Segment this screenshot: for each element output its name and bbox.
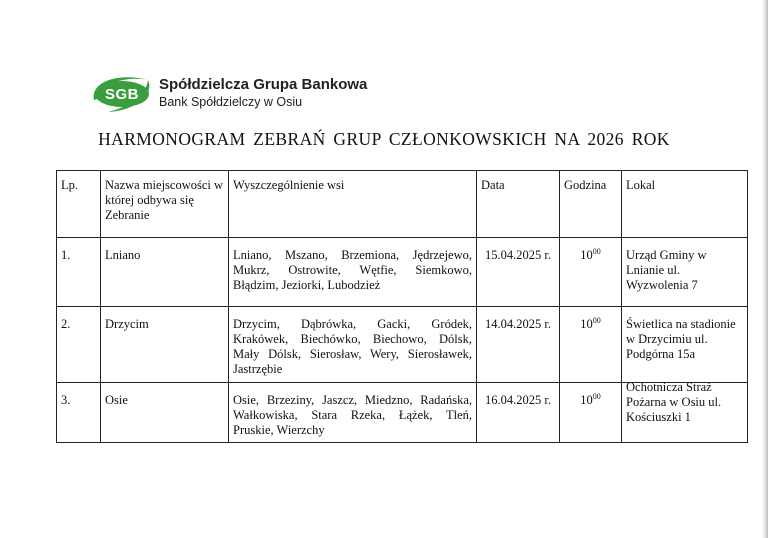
row-lp: 2. (57, 307, 101, 383)
time-minutes: 00 (592, 392, 601, 401)
row-place: Drzycim (101, 307, 229, 383)
row-time (560, 238, 622, 307)
time-minutes: 00 (592, 247, 601, 256)
table-header-row (57, 171, 748, 238)
table-row (57, 238, 748, 307)
time-hour: 10 (580, 393, 593, 407)
header-date: Data (477, 171, 560, 238)
venue-text: Ochotnicza Straż Pożarna w Osiu ul. Kościuszki 1 (626, 380, 722, 424)
row-villages: Osie, Brzeziny, Jaszcz, Miedzno, Radańska, Wałkowiska, Stara Rzeka, Łążek, Tleń, Pruskie, Wierzchy (229, 383, 477, 443)
time-hour: 10 (580, 317, 593, 331)
bank-logo (88, 70, 388, 116)
table-row (57, 383, 748, 443)
page-title: HARMONOGRAM ZEBRAŃ GRUP CZŁONKOWSKICH NA 2026 ROK (98, 129, 670, 149)
row-villages: Lniano, Mszano, Brzemiona, Jędrzejewo, Mukrz, Ostrowite, Wętfie, Siemkowo, Błądzim, Jeziorki, Lubodzież (229, 238, 477, 307)
time-hour: 10 (580, 248, 593, 262)
row-lp: 3. (57, 383, 101, 443)
row-date: 16.04.2025 r. (477, 383, 560, 443)
header-time: Godzina (560, 171, 622, 238)
row-time (560, 383, 622, 443)
row-place: Lniano (101, 238, 229, 307)
header-lp: Lp. (57, 171, 101, 238)
row-date: 14.04.2025 r. (477, 307, 560, 383)
time-minutes: 00 (592, 316, 601, 325)
logo-bank-name: Bank Spółdzielczy w Osiu (159, 95, 303, 109)
logo-mark-text: SGB (104, 86, 139, 103)
venue-text: Świetlica na stadionie w Drzycimiu ul. Podgórna 15a (626, 317, 736, 361)
header-venue: Lokal (622, 171, 748, 238)
page-edge-shadow (762, 0, 768, 538)
venue-text: Urząd Gminy w Lnianie ul. Wyzwolenia 7 (626, 248, 707, 292)
row-venue (622, 380, 748, 443)
header-villages: Wyszczególnienie wsi (229, 171, 477, 238)
row-lp: 1. (57, 238, 101, 307)
schedule-table (56, 170, 748, 443)
header-place: Nazwa miejscowości w której odbywa się Zebranie (101, 171, 229, 238)
row-date: 15.04.2025 r. (477, 238, 560, 307)
logo-bank-group-name: Spółdzielcza Grupa Bankowa (159, 76, 368, 93)
row-villages: Drzycim, Dąbrówka, Gacki, Gródek, Krakówek, Biechówko, Biechowo, Dólsk, Mały Dólsk, Sierosław, Wery, Sierosławek, Jastrzębie (229, 307, 477, 383)
row-place: Osie (101, 383, 229, 443)
row-venue (622, 307, 748, 383)
table-row (57, 307, 748, 383)
row-venue (622, 238, 748, 307)
row-time (560, 307, 622, 383)
